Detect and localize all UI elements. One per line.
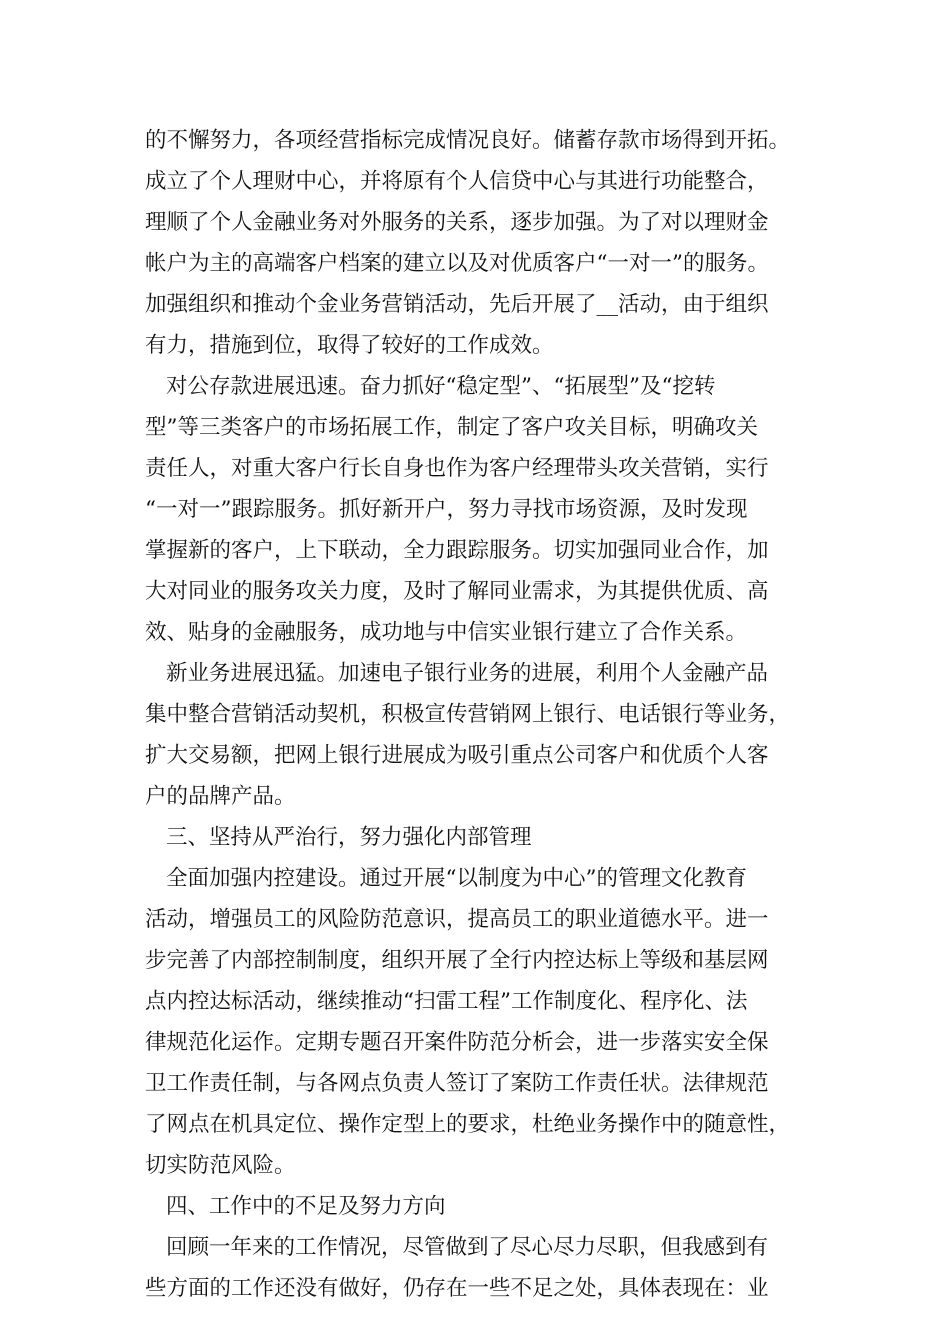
text-line: 卫工作责任制，与各网点负责人签订了案防工作责任状。法律规范 bbox=[145, 1071, 769, 1096]
text-line: 集中整合营销活动契机，积极宣传营销网上银行、电话银行等业务， bbox=[145, 702, 791, 727]
text-line: 步完善了内部控制制度，组织开展了全行内控达标上等级和基层网 bbox=[145, 948, 769, 973]
text-line: 有力，措施到位，取得了较好的工作成效。 bbox=[145, 333, 554, 358]
text-line: 全面加强内控建设。通过开展“以制度为中心”的管理文化教育 bbox=[166, 866, 747, 891]
text-line: 效、贴身的金融服务，成功地与中信实业银行建立了合作关系。 bbox=[145, 620, 748, 645]
document-body bbox=[145, 120, 845, 1309]
text-line: 加强组织和推动个金业务营销活动，先后开展了__活动，由于组织 bbox=[145, 292, 769, 317]
text-line: 活动，增强员工的风险防范意识，提高员工的职业道德水平。进一 bbox=[145, 907, 769, 932]
text-line: 切实防范风险。 bbox=[145, 1153, 296, 1178]
text-line: 的不懈努力，各项经营指标完成情况良好。储蓄存款市场得到开拓。 bbox=[145, 128, 791, 153]
text-line: 成立了个人理财中心，并将原有个人信贷中心与其进行功能整合， bbox=[145, 169, 769, 194]
text-line: 大对同业的服务攻关力度，及时了解同业需求，为其提供优质、高 bbox=[145, 579, 769, 604]
text-line: 四、工作中的不足及努力方向 bbox=[166, 1194, 446, 1219]
text-line: 对公存款进展迅速。奋力抓好“稳定型”、“拓展型”及“挖转 bbox=[166, 374, 716, 399]
text-line: 理顺了个人金融业务对外服务的关系，逐步加强。为了对以理财金 bbox=[145, 210, 769, 235]
text-line: 扩大交易额，把网上银行进展成为吸引重点公司客户和优质个人客 bbox=[145, 743, 769, 768]
text-line: 三、坚持从严治行，努力强化内部管理 bbox=[166, 825, 532, 850]
text-line: 些方面的工作还没有做好，仍存在一些不足之处，具体表现在：业 bbox=[145, 1276, 769, 1301]
text-line: 了网点在机具定位、操作定型上的要求，杜绝业务操作中的随意性， bbox=[145, 1112, 791, 1137]
text-line: 律规范化运作。定期专题召开案件防范分析会，进一步落实安全保 bbox=[145, 1030, 769, 1055]
text-line: 责任人，对重大客户行长自身也作为客户经理带头攻关营销，实行 bbox=[145, 456, 769, 481]
text-line: 点内控达标活动，继续推动“扫雷工程”工作制度化、程序化、法 bbox=[145, 989, 748, 1014]
text-line: 回顾一年来的工作情况，尽管做到了尽心尽力尽职，但我感到有 bbox=[166, 1235, 769, 1260]
text-line: “一对一”跟踪服务。抓好新开户，努力寻找市场资源，及时发现 bbox=[145, 497, 748, 522]
text-line: 户的品牌产品。 bbox=[145, 784, 296, 809]
text-line: 掌握新的客户，上下联动，全力跟踪服务。切实加强同业合作，加 bbox=[145, 538, 769, 563]
text-line: 型”等三类客户的市场拓展工作，制定了客户攻关目标，明确攻关 bbox=[145, 415, 758, 440]
text-line: 新业务进展迅猛。加速电子银行业务的进展，利用个人金融产品 bbox=[166, 661, 769, 686]
text-line: 帐户为主的高端客户档案的建立以及对优质客户“一对一”的服务。 bbox=[145, 251, 769, 276]
